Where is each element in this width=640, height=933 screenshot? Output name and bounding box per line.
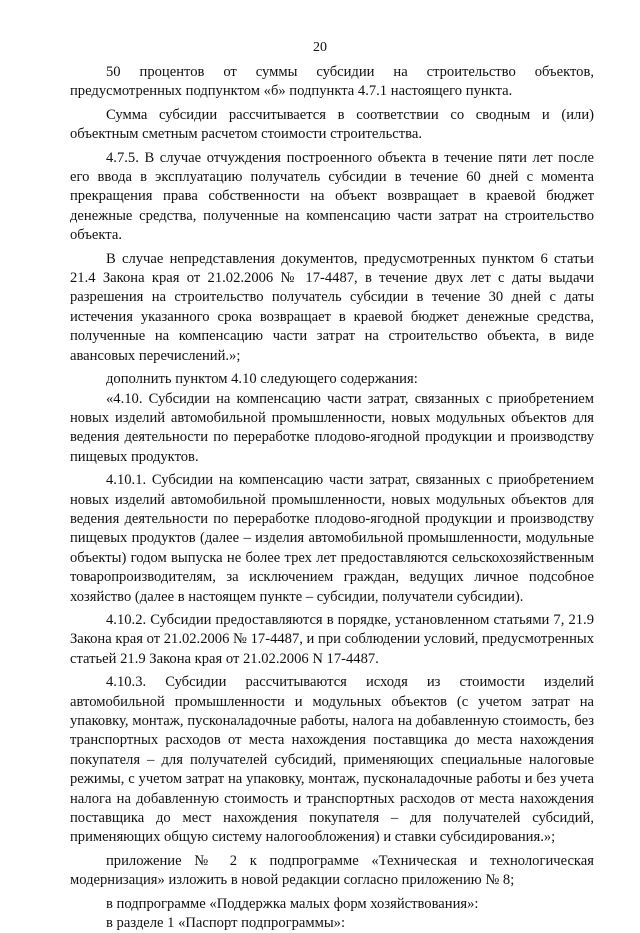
page-number: 20: [313, 40, 327, 55]
paragraph: «4.10. Субсидии на компенсацию части затрат, связанных с приобретением новых изделий автомобильной промышленности, новых модульных объектов для ведения деятельности по переработке плодово-ягодной продукции и производству пищевых продуктов.: [70, 390, 594, 465]
paragraph: В случае непредставления документов, предусмотренных пунктом 6 статьи 21.4 Закона края от 21.02.2006 № 17-4487, в течение двух лет с даты выдачи разрешения на строительство получатель субсидии в течение 30 дней с даты истечения указанного срока возвращает в краевой бюджет денежные средства, полученные на компенсацию части затрат на строительство объекта, в виде авансовых перечислений.»;: [70, 250, 594, 364]
paragraph: 50 процентов от суммы субсидии на строительство объектов, предусмотренных подпунктом «б» подпункта 4.7.1 настоящего пункта.: [70, 64, 594, 100]
paragraph: Сумма субсидии рассчитывается в соответствии со сводным и (или) объектным сметным расчетом стоимости строительства.: [70, 106, 594, 143]
paragraph: приложение № 2 к подпрограмме «Техническая и технологическая модернизация» изложить в новой редакции согласно приложению № 8;: [70, 852, 594, 889]
paragraph: 4.7.5. В случае отчуждения построенного объекта в течение пяти лет после его ввода в эксплуатацию получатель субсидии в течение 60 дней с момента прекращения права собственности на объект возвращает в краевой бюджет денежные средства, полученные на компенсацию части затрат на строительство объекта.: [70, 149, 594, 244]
paragraph: 4.10.1. Субсидии на компенсацию части затрат, связанных с приобретением новых изделий автомобильной промышленности, новых модульных объектов для ведения деятельности по переработке плодово-ягодной продукции и производству пищевых продуктов (далее – изделия автомобильной промышленности, модульные объекты) годом выпуска не более трех лет предоставляются сельскохозяйственным товаропроизводителям, за исключением граждан, ведущих личное подсобное хозяйство (далее в настоящем пункте – субсидии, получатели субсидии).: [70, 472, 594, 605]
paragraph: 4.10.3. Субсидии рассчитываются исходя из стоимости изделий автомобильной промышленности и модульных объектов (с учетом затрат на упаковку, монтаж, пусконаладочные работы, налога на добавленную стоимость, без транспортных расходов от места нахождения поставщика до места нахождения покупателя – для получателей субсидий, применяющих специальные налоговые режимы, с учетом затрат на упаковку, монтаж, пусконаладочные работы и без учета налога на добавленную стоимость и транспортных расходов от места нахождения поставщика до мест нахождения покупателя – для получателей субсидий, применяющих общую систему налогообложения) и ставки субсидирования.»;: [70, 674, 594, 846]
paragraph: 4.10.2. Субсидии предоставляются в порядке, установленном статьями 7, 21.9 Закона края от 21.02.2006 № 17-4487, и при соблюдении условий, предусмотренных статьей 21.9 Закона края от 21.02.2006 N 17-4487.: [70, 611, 594, 667]
paragraph: в разделе 1 «Паспорт подпрограммы»:: [106, 915, 346, 932]
paragraph: дополнить пунктом 4.10 следующего содержания:: [106, 371, 418, 388]
paragraph: в подпрограмме «Поддержка малых форм хозяйствования»:: [106, 895, 479, 912]
document-body: [70, 63, 594, 933]
